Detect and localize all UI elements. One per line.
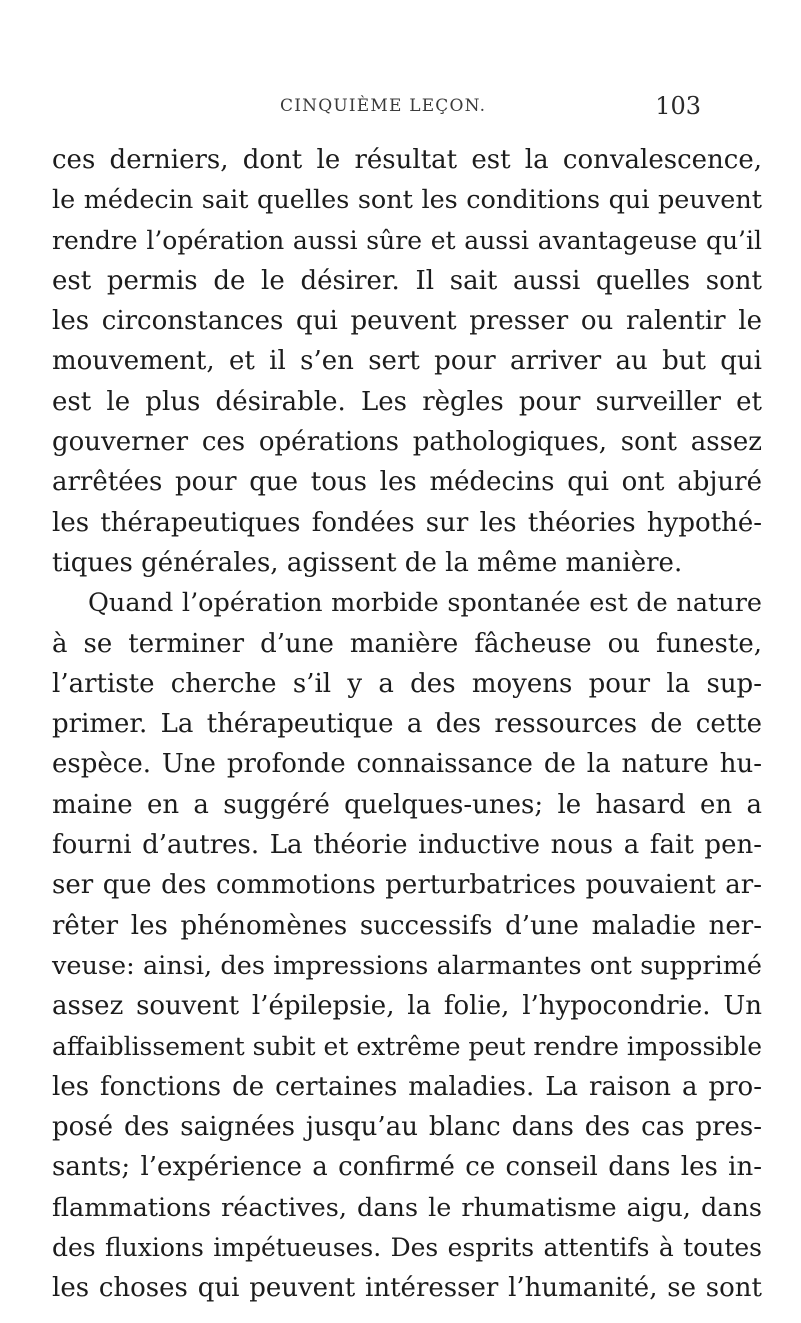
text-line: est le plus désirable. Les règles pour surveiller et bbox=[52, 386, 762, 417]
paragraph-start-line: Quand l’opération morbide spontanée est de nature bbox=[88, 588, 762, 619]
text-line: ces derniers, dont le résultat est la convalescence, bbox=[52, 145, 762, 175]
text-line: les fonctions de certaines maladies. La raison a pro- bbox=[52, 1071, 762, 1102]
text-line: tiques générales, agissent de la même manière. bbox=[52, 547, 683, 578]
page-number: 103 bbox=[655, 92, 701, 120]
running-title: CINQUIÈME LEÇON. bbox=[280, 96, 487, 116]
text-line: rendre l’opération aussi sûre et aussi avantageuse qu’il bbox=[52, 225, 762, 255]
text-line: est permis de le désirer. Il sait aussi quelles sont bbox=[52, 265, 762, 296]
text-line: ser que des commotions perturbatrices pouvaient ar- bbox=[52, 870, 762, 901]
text-line: mouvement, et il s’en sert pour arriver au but qui bbox=[52, 346, 762, 377]
text-line: sants; l’expérience a confirmé ce conseil dans les in- bbox=[52, 1152, 762, 1183]
text-line: à se terminer d’une manière fâcheuse ou funeste, bbox=[52, 628, 762, 659]
text-line: arrêtées pour que tous les médecins qui ont abjuré bbox=[52, 467, 762, 498]
text-line: affaiblissement subit et extrême peut rendre impossible bbox=[52, 1031, 763, 1061]
text-line: l’artiste cherche s’il y a des moyens pour la sup- bbox=[52, 668, 762, 699]
text-line: assez souvent l’épilepsie, la folie, l’hypocondrie. Un bbox=[52, 991, 762, 1022]
text-line: les choses qui peuvent intéresser l’humanité, se sont bbox=[52, 1273, 762, 1304]
text-line: posé des saignées jusqu’au blanc dans des cas pres- bbox=[52, 1112, 762, 1143]
text-line: maine en a suggéré quelques-unes; le hasard en a bbox=[52, 789, 762, 820]
text-line: rêter les phénomènes successifs d’une maladie ner- bbox=[52, 910, 762, 941]
text-line: le médecin sait quelles sont les conditions qui peuvent bbox=[52, 185, 762, 216]
text-line: des fluxions impétueuses. Des esprits attentifs à toutes bbox=[52, 1233, 762, 1263]
text-line: fourni d’autres. La théorie inductive nous a fait pen- bbox=[52, 830, 762, 861]
text-line: espèce. Une profonde connaissance de la nature hu- bbox=[52, 749, 762, 780]
text-line: gouverner ces opérations pathologiques, sont assez bbox=[52, 427, 762, 458]
text-line: les thérapeutiques fondées sur les théories hypothé- bbox=[52, 507, 762, 538]
text-line: flammations réactives, dans le rhumatisme aigu, dans bbox=[52, 1192, 762, 1223]
text-line: veuse: ainsi, des impressions alarmantes ont supprimé bbox=[52, 950, 762, 981]
running-head bbox=[90, 92, 701, 122]
text-line: primer. La thérapeutique a des ressources de cette bbox=[52, 709, 762, 740]
text-line: les circonstances qui peuvent presser ou ralentir le bbox=[52, 306, 762, 337]
body-text bbox=[52, 140, 762, 1309]
